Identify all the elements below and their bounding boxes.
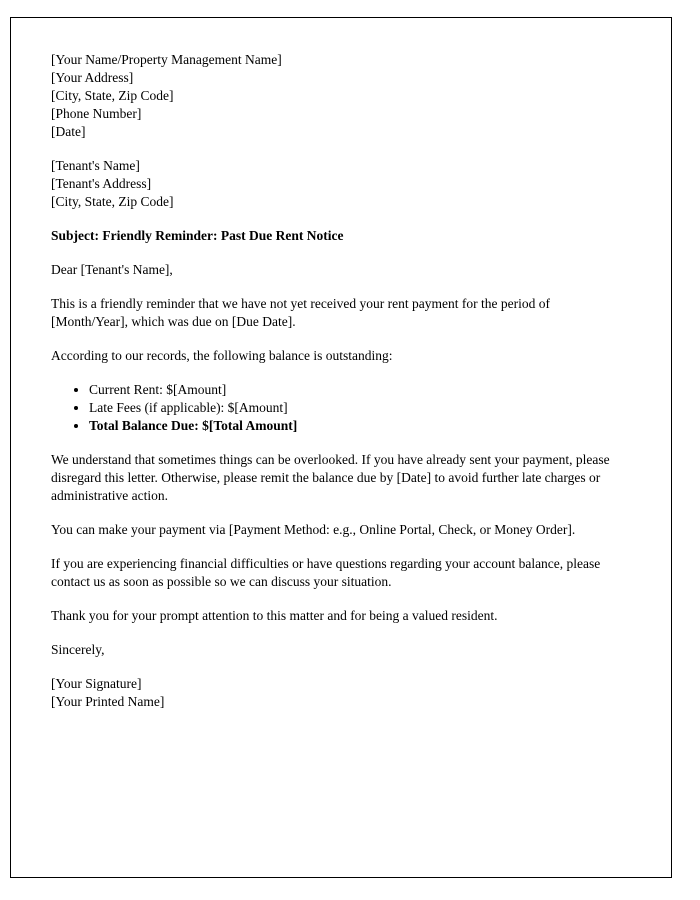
paragraph-payment-method: You can make your payment via [Payment Method: e.g., Online Portal, Check, or Money Order]. [51, 522, 576, 537]
printed-name-line: [Your Printed Name] [51, 694, 165, 709]
salutation: Dear [Tenant's Name], [51, 262, 173, 277]
balance-item-current-rent: • Current Rent: $[Amount] [89, 381, 627, 399]
sender-address-line: [Your Address] [51, 70, 134, 85]
recipient-address-block [51, 157, 627, 211]
paragraph-records: According to our records, the following balance is outstanding: [51, 348, 393, 363]
sender-date-line: [Date] [51, 124, 86, 139]
signature-line: [Your Signature] [51, 676, 142, 691]
closing: Sincerely, [51, 642, 105, 657]
sender-phone-line: [Phone Number] [51, 106, 142, 121]
sender-address-block [51, 51, 627, 141]
recipient-city-line: [City, State, Zip Code] [51, 194, 174, 209]
balance-item-late-fees: • Late Fees (if applicable): $[Amount] [89, 399, 627, 417]
paragraph-thanks: Thank you for your prompt attention to this matter and for being a valued resident. [51, 608, 498, 623]
signature-block [51, 675, 627, 711]
paragraph-difficulties: If you are experiencing financial difficulties or have questions regarding your account balance, please contact us as soon as possible so we can discuss your situation. [51, 556, 601, 589]
sender-name-line: [Your Name/Property Management Name] [51, 52, 282, 67]
recipient-address-line: [Tenant's Address] [51, 176, 152, 191]
paragraph-reminder: This is a friendly reminder that we have not yet received your rent payment for the period of [Month/Year], which was due on [Due Date]. [51, 296, 550, 329]
balance-item-total-due: • Total Balance Due: $[Total Amount] [89, 417, 627, 435]
sender-city-line: [City, State, Zip Code] [51, 88, 174, 103]
paragraph-overlooked: We understand that sometimes things can be overlooked. If you have already sent your payment, please disregard this letter. Otherwise, please remit the balance due by [Date] to avoid further late charges or administrative action. [51, 452, 610, 503]
letter-page [10, 17, 672, 878]
balance-list [51, 381, 627, 435]
recipient-name-line: [Tenant's Name] [51, 158, 140, 173]
subject-line: Subject: Friendly Reminder: Past Due Rent Notice [51, 228, 344, 243]
